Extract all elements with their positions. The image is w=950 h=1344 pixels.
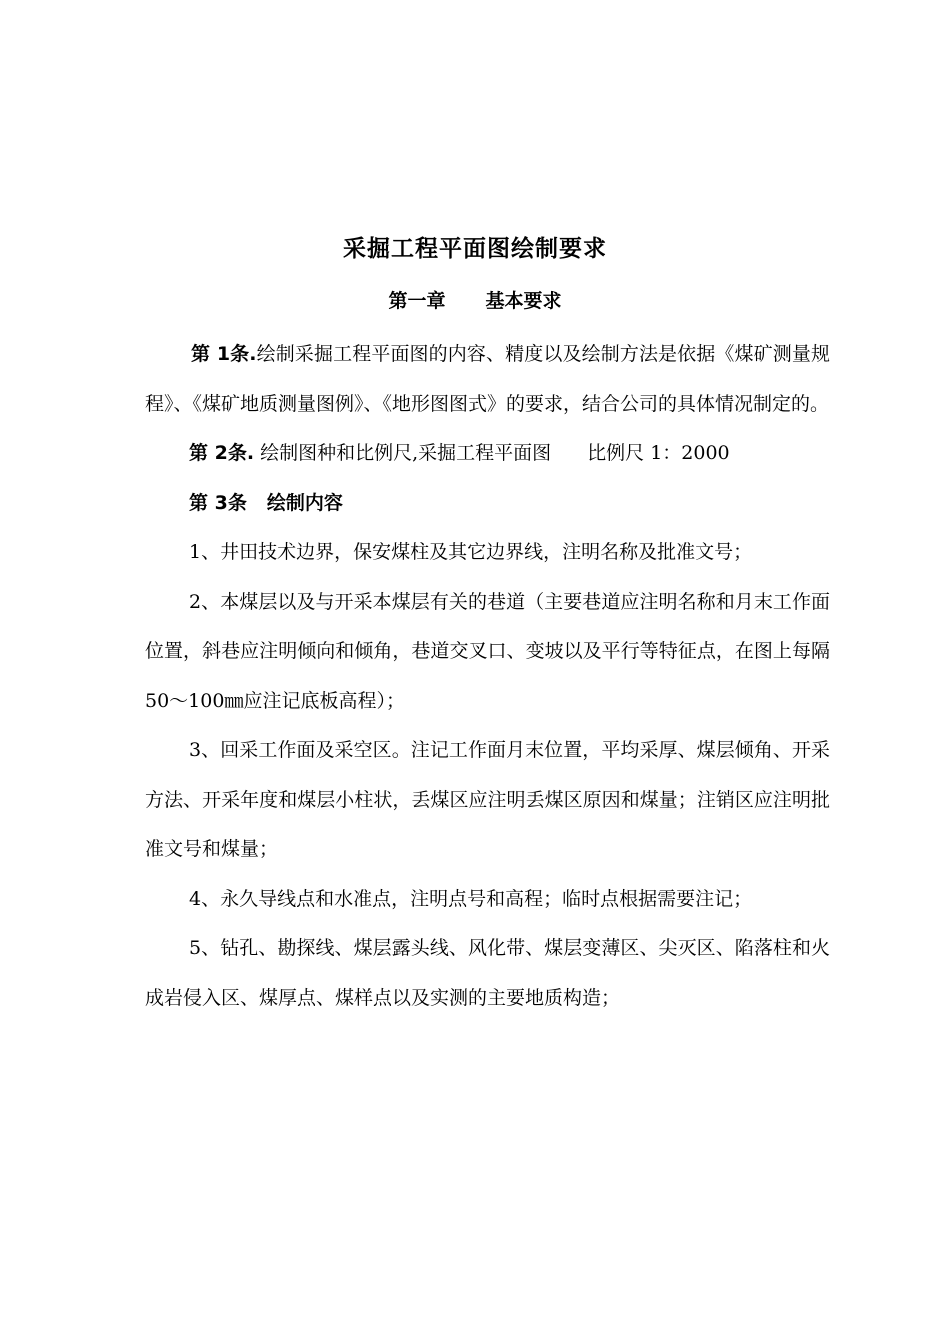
article-2-label: 第 2条. xyxy=(189,442,255,464)
list-item-2: 2、本煤层以及与开采本煤层有关的巷道（主要巷道应注明名称和月末工作面位置，斜巷应注明倾向和倾角，巷道交叉口、变坡以及平行等特征点，在图上每隔 50～100㎜应注记底板高程）； xyxy=(145,590,830,712)
article-1-label: 第 1条. xyxy=(191,343,257,365)
document-body xyxy=(145,330,830,1023)
list-item-3: 3、回采工作面及采空区。注记工作面月末位置，平均采厚、煤层倾角、开采方法、开采年度和煤层小柱状，丢煤区应注明丢煤区原因和煤量；注销区应注明批准文号和煤量； xyxy=(145,739,830,860)
chapter-heading xyxy=(0,286,950,313)
article-3 xyxy=(145,479,830,529)
article-3-label: 第 3条 xyxy=(189,491,247,514)
article-1-text: 绘制采掘工程平面图的内容、精度以及绘制方法是依据《煤矿测量规程》、《煤矿地质测量图例》、《地形图图式》的要求，结合公司的具体情况制定的。 xyxy=(145,343,830,415)
list-item-5: 5、钻孔、勘探线、煤层露头线、风化带、煤层变薄区、尖灭区、陷落柱和火成岩侵入区、煤厚点、煤样点以及实测的主要地质构造； xyxy=(145,937,830,1009)
list-item-1: 1、井田技术边界，保安煤柱及其它边界线，注明名称及批准文号； xyxy=(189,541,753,563)
chapter-name: 基本要求 xyxy=(485,290,562,312)
list-item-4: 4、永久导线点和水准点，注明点号和高程；临时点根据需要注记； xyxy=(189,887,753,910)
article-1 xyxy=(145,330,830,429)
document-title: 采掘工程平面图绘制要求 xyxy=(343,236,607,262)
article-3-heading: 绘制内容 xyxy=(266,491,343,514)
chapter-number: 第一章 xyxy=(388,290,446,312)
article-2-text-a: 绘制图种和比例尺,采掘工程平面图 xyxy=(254,442,552,464)
article-2 xyxy=(145,429,830,479)
article-2-text-b: 比例尺 1：2000 xyxy=(587,442,730,464)
